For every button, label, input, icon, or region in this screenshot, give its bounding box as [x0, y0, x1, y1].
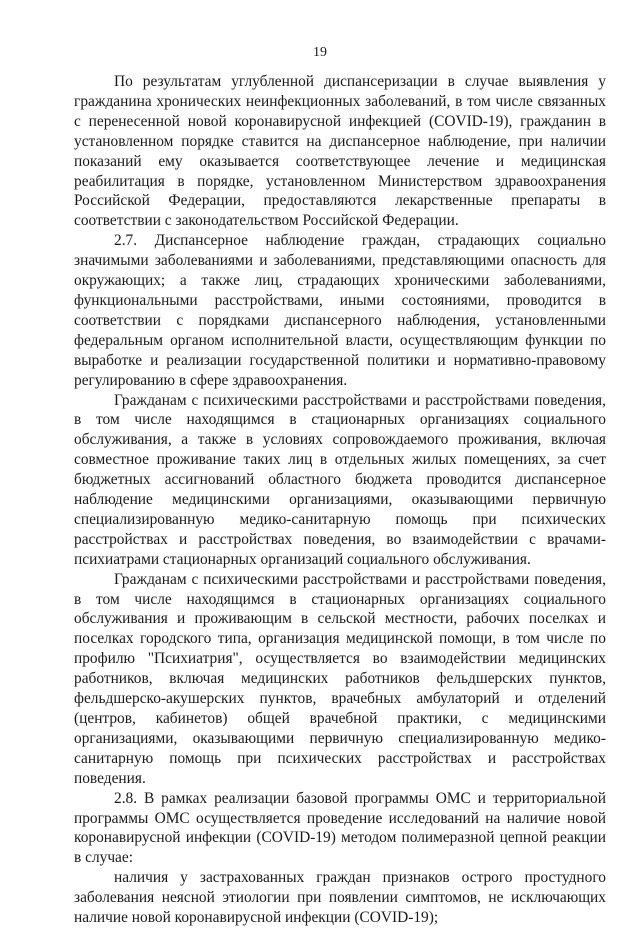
- page-number: 19: [313, 45, 327, 60]
- paragraph-2-8-covid-testing: 2.8. В рамках реализации базовой программы ОМС и территориальной программы ОМС осуществляется проведение исследований на наличие новой коронавирусной инфекции (COVID-19) методом полимеразной цепной реакции в случае:: [74, 789, 606, 867]
- paragraph-dispensarization-results: По результатам углубленной диспансеризации в случае выявления у гражданина хронических неинфекционных заболеваний, в том числе связанных с перенесенной новой коронавирусной инфекцией (COVID-19), гражданин в установленном порядке ставится на диспансерное наблюдение, при наличии показаний ему оказывается соответствующее лечение и медицинская реабилитация в порядке, установленном Министерством здравоохранения Российской Федерации, предоставляются лекарственные препараты в соответствии с законодательством Российской Федерации.: [74, 73, 606, 230]
- paragraph-mental-disorders-rural-care: Гражданам с психическими расстройствами и расстройствами поведения, в том числе находящимся в стационарных организациях социального обслуживания и проживающим в сельской местности, рабочих поселках и поселках городского типа, организация медицинской помощи, в том числе по профилю "Психиатрия", осуществляется во взаимодействии медицинских работников, включая медицинских работников фельдшерских пунктов, фельдшерско-акушерских пунктов, врачебных амбулаторий и отделений (центров, кабинетов) общей врачебной практики, с медицинскими организациями, оказывающими первичную специализированную медико-санитарную помощь при психических расстройствах и расстройствах поведения.: [74, 570, 606, 787]
- paragraph-2-7-dispensary-observation: 2.7. Диспансерное наблюдение граждан, страдающих социально значимыми заболеваниями и заболеваниями, представляющими опасность для окружающих; а также лиц, страдающих хроническими заболеваниями, функциональными расстройствами, иными состояниями, проводится в соответствии с порядками диспансерного наблюдения, установленными федеральным органом исполнительной власти, осуществляющим функции по выработке и реализации государственной политики и нормативно-правовому регулированию в сфере здравоохранения.: [74, 232, 606, 389]
- document-body: [74, 72, 606, 928]
- paragraph-covid-symptoms-case: наличия у застрахованных граждан признаков острого простудного заболевания неясной этиологии при появлении симптомов, не исключающих наличие новой коронавирусной инфекции (COVID-19);: [74, 869, 606, 927]
- paragraph-mental-disorders-observation: Гражданам с психическими расстройствами и расстройствами поведения, в том числе находящимся в стационарных организациях социального обслуживания, а также в условиях сопровождаемого проживания, включая совместное проживание таких лиц в отдельных жилых помещениях, за счет бюджетных ассигнований областного бюджета проводится диспансерное наблюдение медицинскими организациями, оказывающими первичную специализированную медико-санитарную помощь при психических расстройствах и расстройствах поведения, во взаимодействии с врачами-психиатрами стационарных организаций социального обслуживания.: [74, 391, 606, 568]
